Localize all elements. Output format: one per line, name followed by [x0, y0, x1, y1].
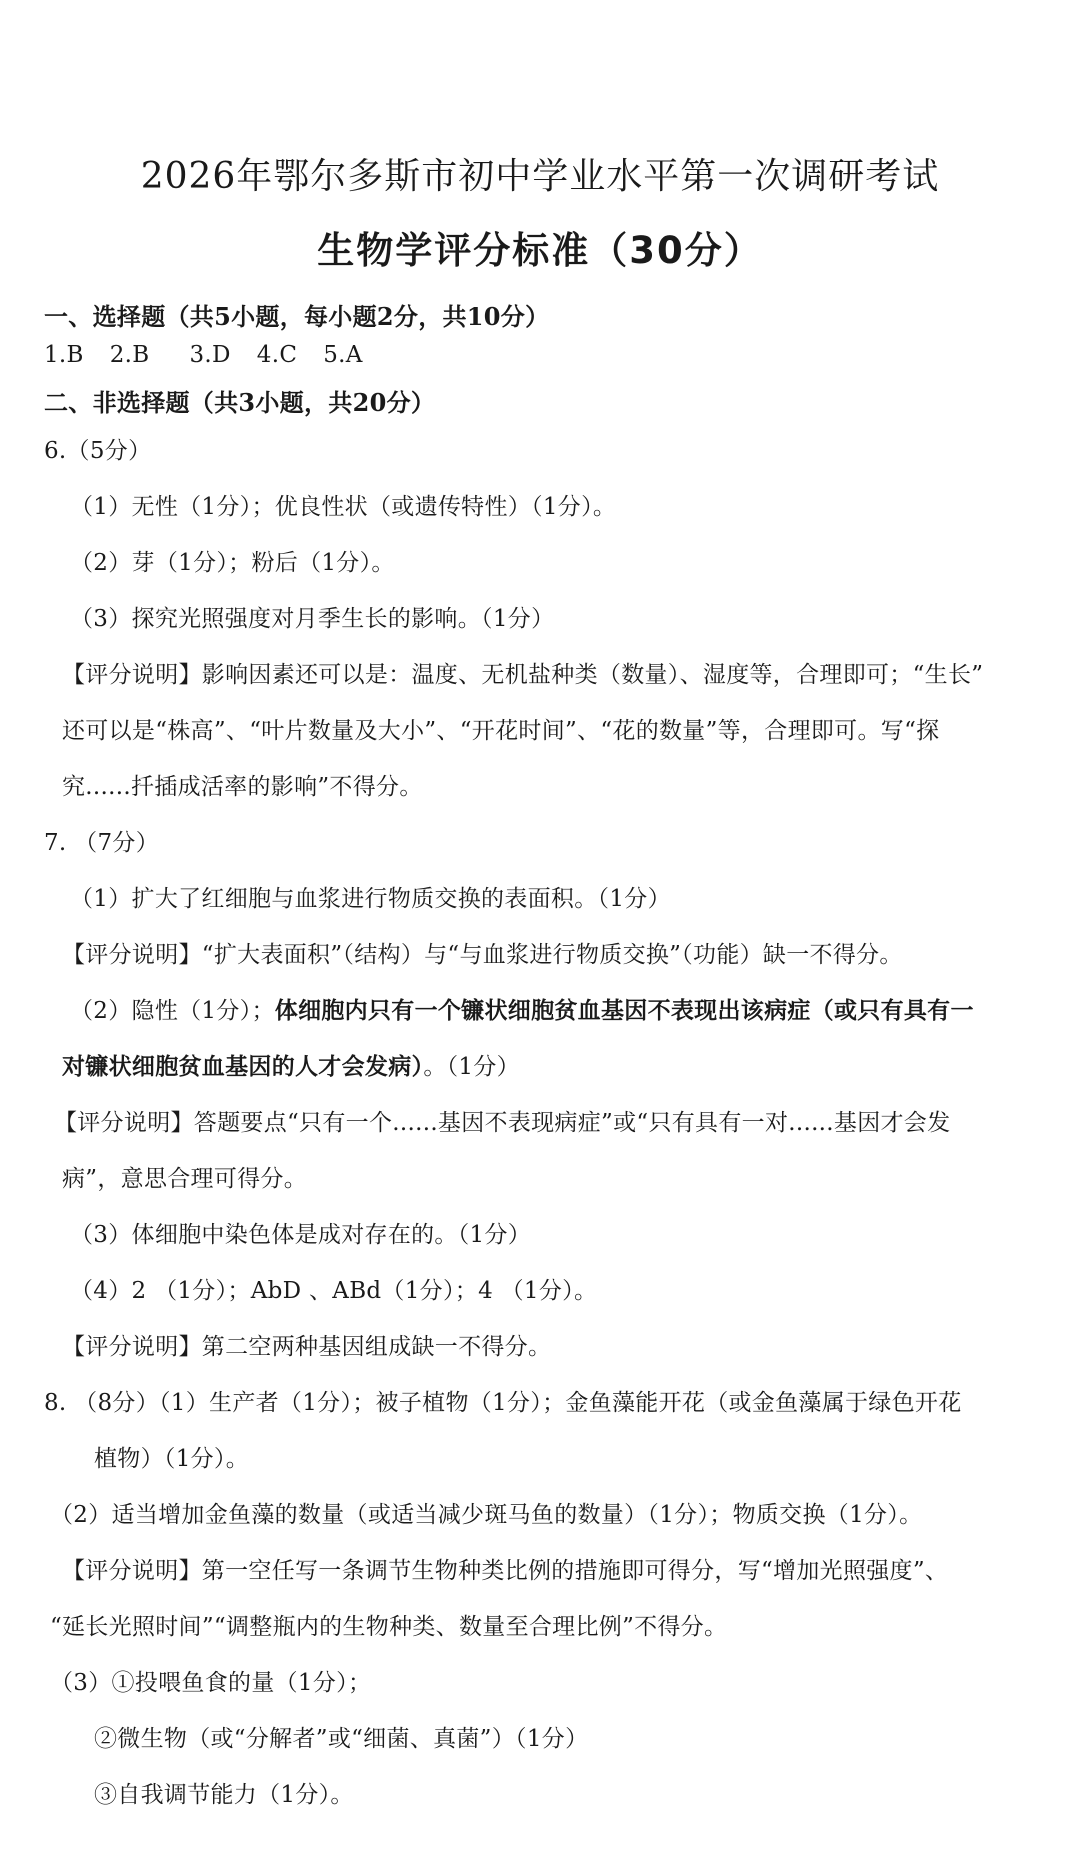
q8-line1: 8. （8分）（1）生产者（1分）；被子植物（1分）；金鱼藻能开花（或金鱼藻属于绿色开花 — [44, 1390, 962, 1416]
q6-note-line3: 究......扦插成活率的影响”不得分。 — [62, 774, 423, 800]
q8-part2: （2）适当增加金鱼藻的数量（或适当减少斑马鱼的数量）（1分）；物质交换（1分）。 — [50, 1502, 923, 1528]
q6-note-line1: 【评分说明】影响因素还可以是：温度、无机盐种类（数量）、湿度等，合理即可；“生长” — [62, 662, 984, 688]
q6-part3: （3）探究光照强度对月季生长的影响。（1分） — [70, 606, 555, 632]
section1-heading: 一、选择题（共5小题，每小题2分，共10分） — [44, 302, 550, 331]
answer-item: 2.B — [109, 342, 150, 368]
q7-part2-reason-cont: 对镰状细胞贫血基因的人才会发病） — [62, 1053, 424, 1080]
choice-answers — [44, 340, 363, 370]
q8-part3-1: （3）①投喂鱼食的量（1分）； — [50, 1670, 372, 1696]
q7-part4: （4）2 （1分）；AbD 、ABd（1分）；4 （1分）。 — [70, 1278, 598, 1304]
q6-part2: （2）芽（1分）；粉后（1分）。 — [70, 550, 395, 576]
q7-part2-answer: （2）隐性（1分）； — [70, 998, 275, 1024]
page-title: 2026年鄂尔多斯市初中学业水平第一次调研考试 — [140, 156, 940, 197]
q6-note-line2: 还可以是“株高”、“叶片数量及大小”、“开花时间”、“花的数量”等，合理即可。写“探 — [62, 718, 940, 744]
q7-part2-reason: 体细胞内只有一个镰状细胞贫血基因不表现出该病症（或只有具有一 — [274, 997, 974, 1024]
page-subtitle: 生物学评分标准（30分） — [317, 229, 763, 272]
q8-part3-2: ②微生物（或“分解者”或“细菌、真菌”）（1分） — [94, 1726, 589, 1752]
q8-line2: 植物）（1分）。 — [94, 1446, 250, 1472]
q7-note1: 【评分说明】“扩大表面积”（结构）与“与血浆进行物质交换”（功能）缺一不得分。 — [62, 942, 903, 968]
q6-part1: （1）无性（1分）；优良性状（或遗传特性）（1分）。 — [70, 494, 617, 520]
section2-heading: 二、非选择题（共3小题，共20分） — [44, 388, 436, 417]
q8-note-line2: “延长光照时间”“调整瓶内的生物种类、数量至合理比例”不得分。 — [50, 1614, 728, 1640]
q7-part1: （1）扩大了红细胞与血浆进行物质交换的表面积。（1分） — [70, 886, 671, 912]
answer-item: 4.C — [256, 342, 298, 368]
q8-part3-3: ③自我调节能力（1分）。 — [94, 1782, 354, 1808]
q7-part2-line2 — [62, 1052, 520, 1082]
q7-note3: 【评分说明】第二空两种基因组成缺一不得分。 — [62, 1334, 552, 1360]
q8-note-line1: 【评分说明】第一空任写一条调节生物种类比例的措施即可得分，写“增加光照强度”、 — [62, 1558, 949, 1584]
q7-part3: （3）体细胞中染色体是成对存在的。（1分） — [70, 1222, 532, 1248]
answer-item: 1.B — [44, 342, 84, 368]
q7-note2-line2: 病”，意思合理可得分。 — [62, 1166, 308, 1192]
q7-part2-line1 — [70, 996, 974, 1026]
answer-item: 5.A — [323, 342, 363, 368]
q6-heading: 6.（5分） — [44, 438, 152, 464]
q7-note2-line1: 【评分说明】答题要点“只有一个......基因不表现病症”或“只有具有一对......基因才会发 — [54, 1110, 951, 1136]
q7-part2-score: 。（1分） — [423, 1054, 520, 1080]
q7-heading: 7. （7分） — [44, 830, 159, 856]
answer-item: 3.D — [189, 342, 231, 368]
